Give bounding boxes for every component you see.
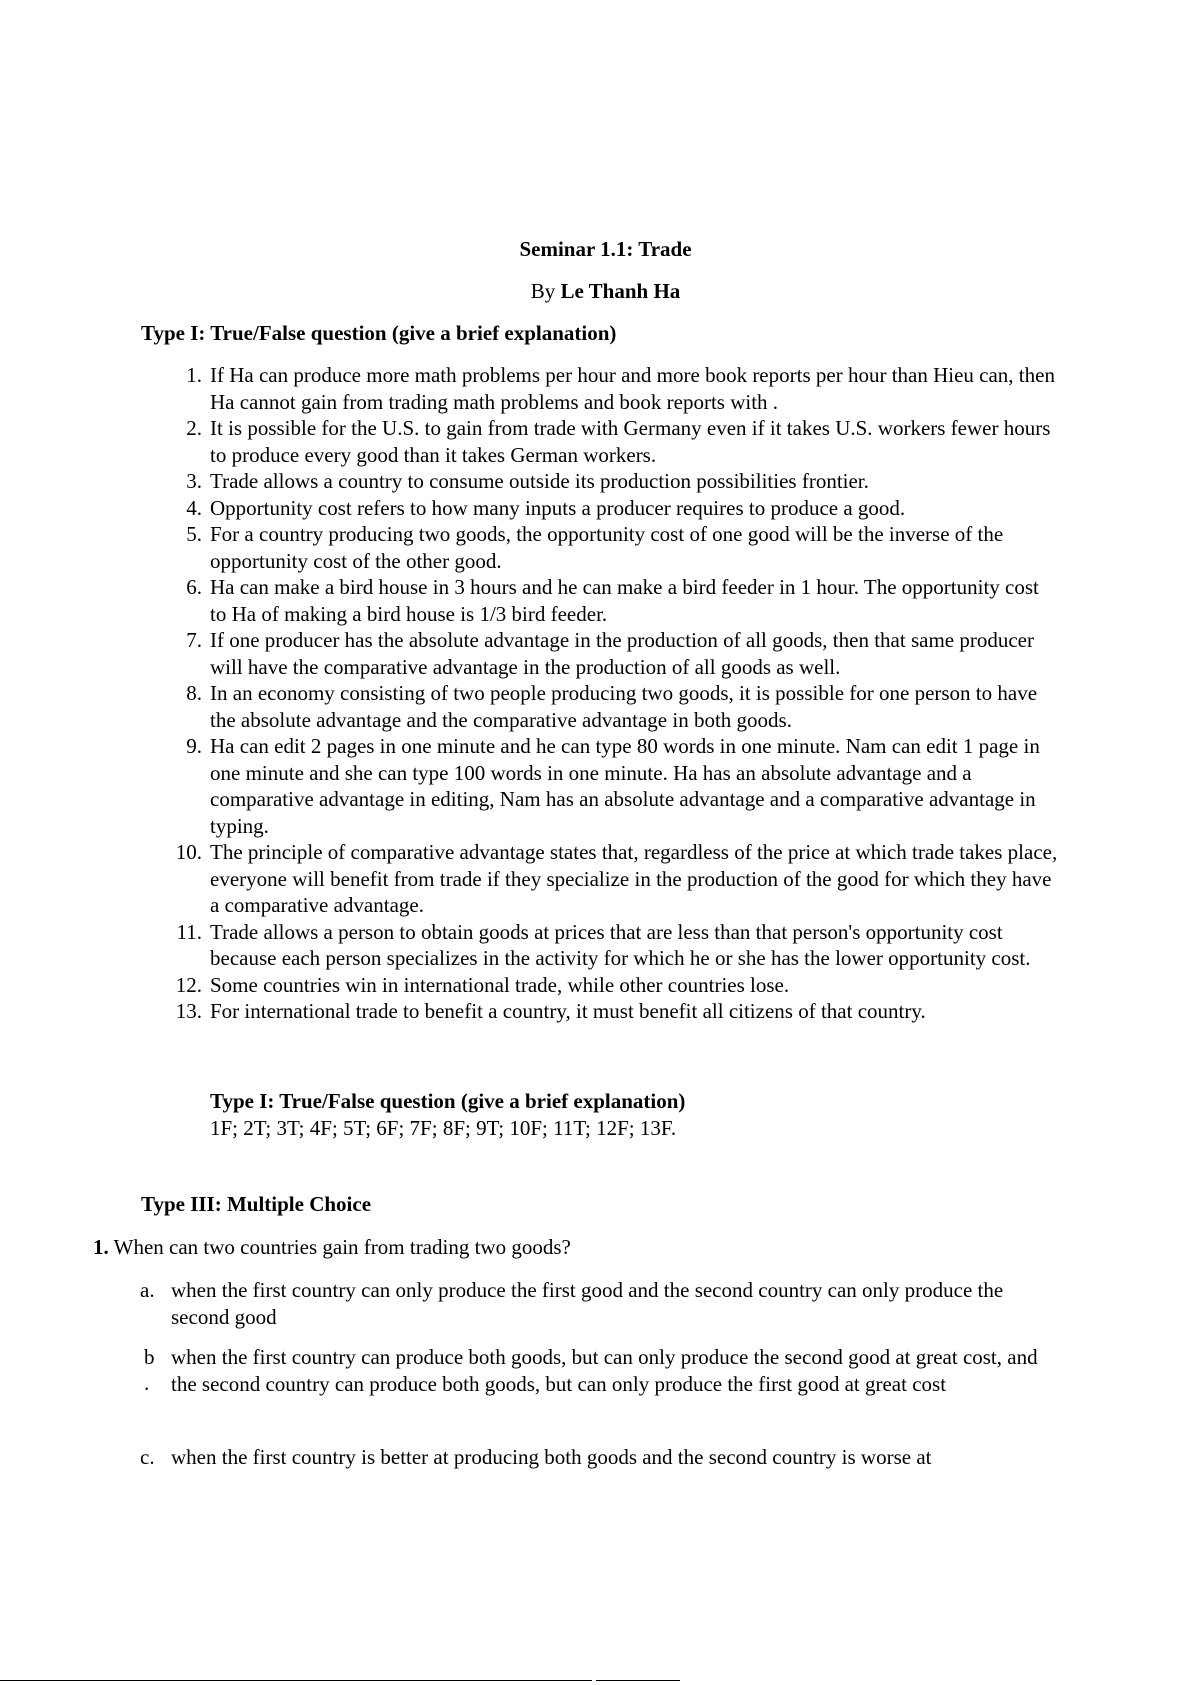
item-number: 10. [175, 840, 202, 864]
list-item [160, 839, 1060, 919]
option-text: when the first country can only produce the first good and the second country can only produce the second good [171, 1278, 1004, 1329]
item-text: Ha can make a bird house in 3 hours and he can make a bird feeder in 1 hour. The opportunity cost to Ha of making a bird house is 1/3 bird feeder. [210, 575, 1039, 626]
list-item [160, 495, 1060, 522]
author-name: Le Thanh Ha [560, 279, 681, 303]
mc-option-c [140, 1444, 1060, 1471]
item-text: In an economy consisting of two people producing two goods, it is possible for one person to have the absolute advantage and the comparative advantage in both goods. [210, 681, 1038, 732]
question-number: 1. [93, 1235, 109, 1259]
item-text: Trade allows a person to obtain goods at prices that are less than that person's opportunity cost because each person specializes in the activity for which he or she has the lower opportunity cost. [210, 919, 1031, 970]
answers-heading: Type I: True/False question (give a brief explanation) [210, 1089, 686, 1113]
list-item [160, 362, 1060, 415]
section1-heading: Type I: True/False question (give a brief explanation) [141, 321, 617, 345]
item-text: Some countries win in international trade, while other countries lose. [210, 972, 790, 997]
item-number: 1. [186, 363, 202, 387]
item-text: Opportunity cost refers to how many inputs a producer requires to produce a good. [210, 495, 906, 520]
list-item [160, 468, 1060, 495]
item-text: Ha can edit 2 pages in one minute and he can type 80 words in one minute. Nam can edit 1 page in one minute and she can type 100 words in one minute. Ha has an absolute advantage and a comparative advantage in editing, Nam has an absolute advantage and a comparative advantage in typing. [210, 734, 1040, 838]
list-item [160, 415, 1060, 468]
section3-heading: Type III: Multiple Choice [141, 1192, 372, 1216]
by-prefix: By [530, 279, 556, 303]
item-number: 3. [186, 469, 202, 493]
option-letter: c. [140, 1445, 155, 1469]
option-text: when the first country is better at producing both goods and the second country is worse at [171, 1445, 932, 1469]
list-item [160, 521, 1060, 574]
list-item [160, 998, 1060, 1025]
item-text: If one producer has the absolute advantage in the production of all goods, then that same producer will have the comparative advantage in the production of all goods as well. [210, 628, 1034, 679]
item-text: For international trade to benefit a country, it must benefit all citizens of that country. [210, 999, 926, 1023]
option-letter-period: . [144, 1371, 150, 1395]
item-number: 4. [186, 495, 202, 520]
mc-question-1 [93, 1234, 571, 1261]
item-number: 12. [175, 972, 202, 997]
list-item [160, 919, 1060, 972]
mc-option-a [140, 1277, 1060, 1330]
list-item [160, 627, 1060, 680]
item-text: It is possible for the U.S. to gain from trade with Germany even if it takes U.S. workers fewer hours to produce every good than it takes German workers. [210, 416, 1051, 467]
list-item [160, 574, 1060, 627]
item-number: 8. [186, 681, 202, 705]
option-letter: b [144, 1345, 155, 1369]
mc-option-b [140, 1344, 1060, 1397]
author-line [0, 278, 1191, 305]
item-number: 2. [186, 416, 202, 440]
true-false-list [160, 362, 1060, 1025]
page-title: Seminar 1.1: Trade [519, 237, 692, 261]
item-text: For a country producing two goods, the opportunity cost of one good will be the inverse of the opportunity cost of the other good. [210, 522, 1004, 573]
footer-rule-left [0, 1680, 592, 1681]
item-number: 13. [175, 999, 202, 1023]
option-text: when the first country can produce both goods, but can only produce the second good at great cost, and the second country can produce both goods, but can only produce the first good at great cost [171, 1345, 1038, 1396]
list-item [160, 972, 1060, 999]
option-letter: a. [140, 1278, 155, 1302]
item-number: 7. [186, 628, 202, 652]
list-item [160, 733, 1060, 839]
list-item [160, 680, 1060, 733]
item-number: 6. [186, 575, 202, 599]
item-number: 5. [186, 522, 202, 546]
item-number: 9. [186, 734, 202, 758]
item-text: The principle of comparative advantage states that, regardless of the price at which trade takes place, everyone will benefit from trade if they specialize in the production of the good for which they have a comparative advantage. [210, 840, 1058, 917]
footer-rule-right [596, 1680, 680, 1681]
item-text: Trade allows a country to consume outside its production possibilities frontier. [210, 469, 869, 493]
item-number: 11. [176, 919, 202, 944]
question-text: When can two countries gain from trading two goods? [113, 1235, 571, 1259]
answers-text: 1F; 2T; 3T; 4F; 5T; 6F; 7F; 8F; 9T; 10F; 11T; 12F; 13F. [210, 1116, 677, 1140]
item-text: If Ha can produce more math problems per hour and more book reports per hour than Hieu can, then Ha cannot gain from trading math problems and book reports with . [210, 363, 1055, 414]
